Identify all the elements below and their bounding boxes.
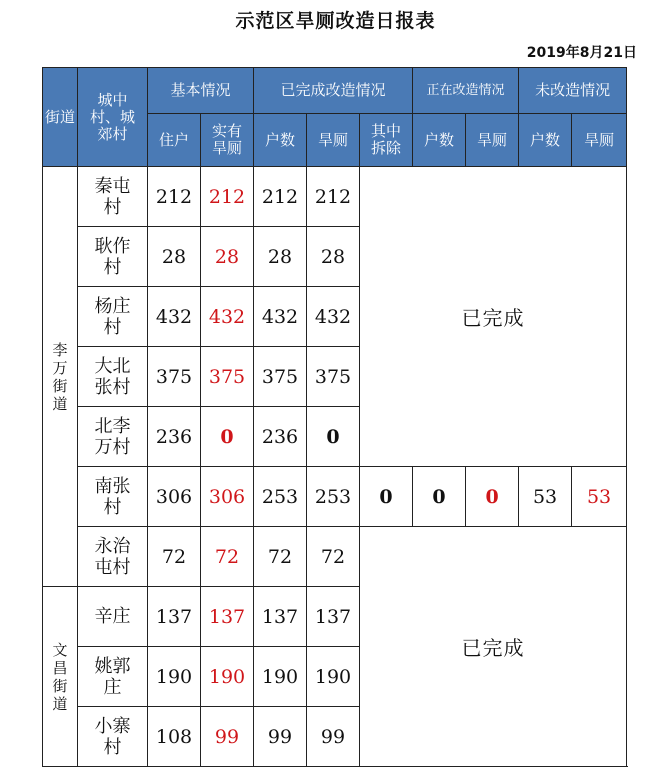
households-cell: 236 bbox=[148, 407, 201, 467]
done-count-cell: 212 bbox=[254, 167, 307, 227]
demolished-cell: 0 bbox=[360, 467, 413, 527]
remain-toilets-cell: 53 bbox=[572, 467, 627, 527]
progress-toilets-cell: 0 bbox=[466, 467, 519, 527]
actual-toilets-cell: 99 bbox=[201, 707, 254, 767]
street-name: 文昌街道 bbox=[52, 640, 68, 713]
street-name: 李万街道 bbox=[52, 340, 68, 413]
actual-toilets-cell: 0 bbox=[201, 407, 254, 467]
done-toilets-cell: 99 bbox=[307, 707, 360, 767]
done-count-cell: 99 bbox=[254, 707, 307, 767]
header-households: 住户 bbox=[148, 114, 201, 167]
households-cell: 108 bbox=[148, 707, 201, 767]
header-done-count: 户数 bbox=[254, 114, 307, 167]
done-count-cell: 253 bbox=[254, 467, 307, 527]
village-name: 杨庄村 bbox=[78, 287, 148, 347]
done-toilets-cell: 212 bbox=[307, 167, 360, 227]
header-remain-toilets: 旱厕 bbox=[572, 114, 627, 167]
header-progress-toilets: 旱厕 bbox=[466, 114, 519, 167]
households-cell: 306 bbox=[148, 467, 201, 527]
households-cell: 432 bbox=[148, 287, 201, 347]
report-date: 2019年8月21日 bbox=[526, 45, 637, 61]
header-actual-toilets: 实有旱厕 bbox=[201, 114, 254, 167]
village-name: 北李万村 bbox=[78, 407, 148, 467]
done-toilets-cell: 253 bbox=[307, 467, 360, 527]
table-row bbox=[43, 467, 627, 527]
done-status-cell: 已完成 bbox=[360, 527, 627, 767]
actual-toilets-cell: 212 bbox=[201, 167, 254, 227]
village-name: 姚郭庄 bbox=[78, 647, 148, 707]
header-completed: 已完成改造情况 bbox=[254, 68, 413, 114]
header-remain-count: 户数 bbox=[519, 114, 572, 167]
done-count-cell: 137 bbox=[254, 587, 307, 647]
done-toilets-cell: 375 bbox=[307, 347, 360, 407]
header-village: 城中村、城郊村 bbox=[78, 68, 148, 167]
progress-count-cell: 0 bbox=[413, 467, 466, 527]
header-demolished: 其中拆除 bbox=[360, 114, 413, 167]
households-cell: 190 bbox=[148, 647, 201, 707]
remain-count-cell: 53 bbox=[519, 467, 572, 527]
actual-toilets-cell: 190 bbox=[201, 647, 254, 707]
done-count-cell: 432 bbox=[254, 287, 307, 347]
actual-toilets-cell: 375 bbox=[201, 347, 254, 407]
done-count-cell: 236 bbox=[254, 407, 307, 467]
households-cell: 72 bbox=[148, 527, 201, 587]
header-inprogress: 正在改造情况 bbox=[413, 68, 519, 114]
village-name: 耿作村 bbox=[78, 227, 148, 287]
done-toilets-cell: 137 bbox=[307, 587, 360, 647]
header-basic: 基本情况 bbox=[148, 68, 254, 114]
actual-toilets-cell: 72 bbox=[201, 527, 254, 587]
households-cell: 375 bbox=[148, 347, 201, 407]
street-cell bbox=[43, 587, 78, 767]
done-toilets-cell: 72 bbox=[307, 527, 360, 587]
village-name: 永治屯村 bbox=[78, 527, 148, 587]
households-cell: 137 bbox=[148, 587, 201, 647]
done-toilets-cell: 28 bbox=[307, 227, 360, 287]
done-status-cell: 已完成 bbox=[360, 167, 627, 467]
village-name: 大北张村 bbox=[78, 347, 148, 407]
village-name: 南张村 bbox=[78, 467, 148, 527]
done-toilets-cell: 190 bbox=[307, 647, 360, 707]
households-cell: 28 bbox=[148, 227, 201, 287]
village-name: 小寨村 bbox=[78, 707, 148, 767]
actual-toilets-cell: 306 bbox=[201, 467, 254, 527]
done-count-cell: 72 bbox=[254, 527, 307, 587]
village-name: 秦屯村 bbox=[78, 167, 148, 227]
actual-toilets-cell: 137 bbox=[201, 587, 254, 647]
table-row bbox=[43, 527, 627, 587]
village-name: 辛庄 bbox=[78, 587, 148, 647]
header-notstarted: 未改造情况 bbox=[519, 68, 627, 114]
street-cell bbox=[43, 167, 78, 587]
done-count-cell: 28 bbox=[254, 227, 307, 287]
done-toilets-cell: 0 bbox=[307, 407, 360, 467]
header-done-toilets: 旱厕 bbox=[307, 114, 360, 167]
actual-toilets-cell: 432 bbox=[201, 287, 254, 347]
header-street: 街道 bbox=[43, 68, 78, 167]
report-title: 示范区旱厕改造日报表 bbox=[235, 10, 436, 32]
done-toilets-cell: 432 bbox=[307, 287, 360, 347]
households-cell: 212 bbox=[148, 167, 201, 227]
report-table bbox=[42, 67, 627, 767]
done-count-cell: 375 bbox=[254, 347, 307, 407]
actual-toilets-cell: 28 bbox=[201, 227, 254, 287]
done-count-cell: 190 bbox=[254, 647, 307, 707]
table-row bbox=[43, 167, 627, 227]
header-progress-count: 户数 bbox=[413, 114, 466, 167]
